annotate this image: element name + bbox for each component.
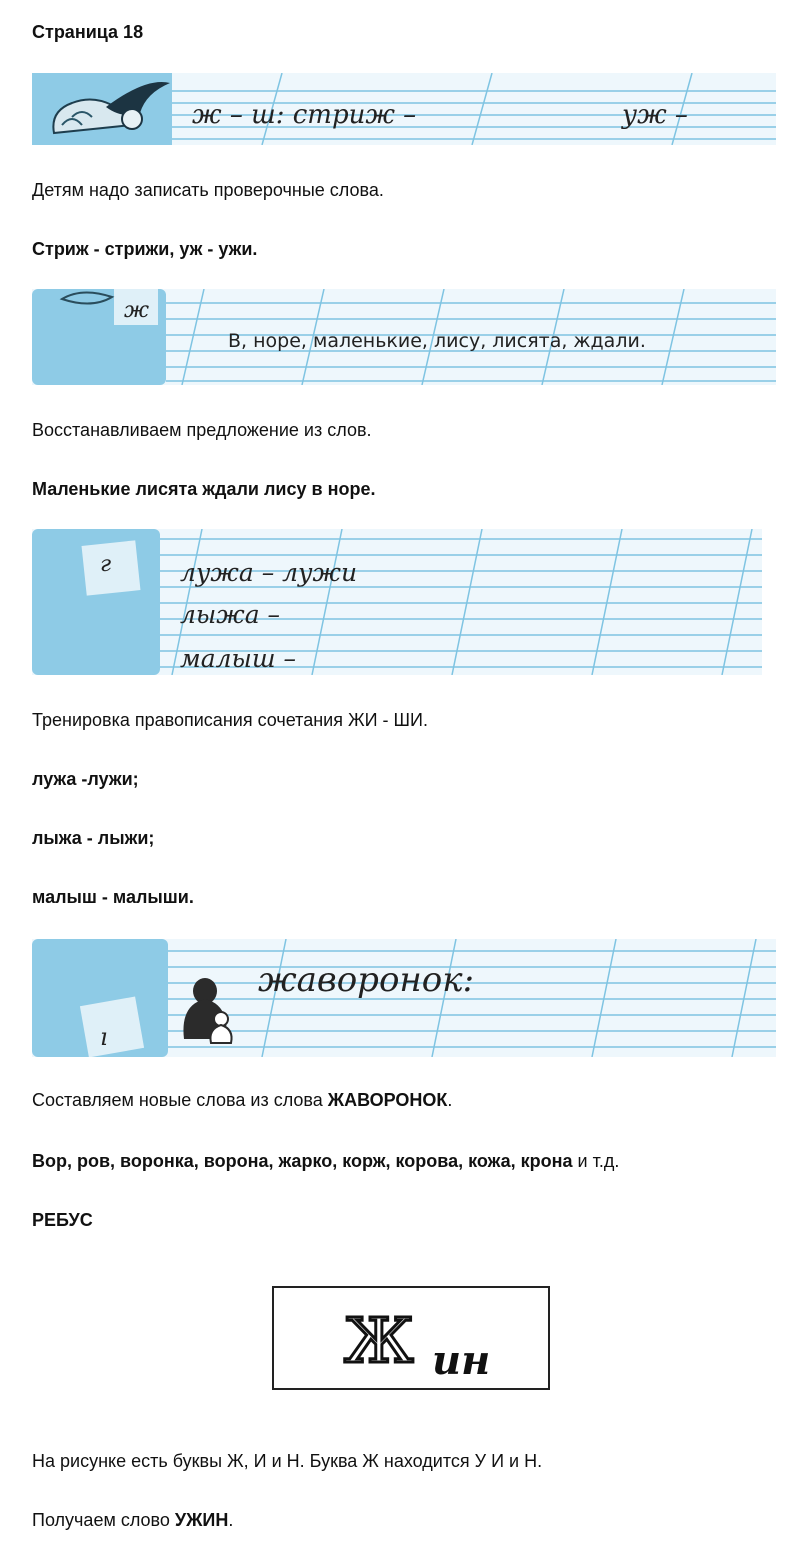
exercise-3-letter: г <box>100 552 112 577</box>
rebus-small-letters: ин <box>432 1337 491 1384</box>
exercise-1-caption: Детям надо записать проверочные слова. <box>32 180 384 200</box>
exercise-3-image-line-1: лужа – лужи <box>180 558 358 587</box>
exercise-4-answer-suffix: и т.д. <box>572 1151 620 1171</box>
exercise-2-caption: Восстанавливаем предложение из слов. <box>32 420 372 440</box>
exercise-2-image-text: В, норе, маленькие, лису, лисята, ждали. <box>228 330 646 352</box>
exercise-3-answer-3: малыш - малыши. <box>32 887 194 907</box>
exercise-2-answer: Маленькие лисята ждали лису в норе. <box>32 479 376 499</box>
exercise-4-letter: ı <box>100 1023 108 1051</box>
rebus-result-word: УЖИН <box>174 1510 229 1530</box>
rebus-result-suffix: . <box>228 1510 234 1530</box>
exercise-2-letter: ж <box>124 298 150 323</box>
exercise-3-image-line-2: лыжа – <box>180 600 281 629</box>
exercise-4-caption-word: ЖАВОРОНОК <box>327 1090 448 1110</box>
exercise-4-image-text: жаворонок: <box>258 960 475 1000</box>
exercise-1-image-text-2: уж – <box>622 100 688 130</box>
exercise-4-caption-suffix: . <box>447 1090 453 1110</box>
rebus-big-letter: Ж <box>344 1304 414 1377</box>
exercise-4-image <box>32 939 776 1057</box>
exercise-3-image-line-3: малыш – <box>180 644 297 673</box>
exercise-1-answer: Стриж - стрижи, уж - ужи. <box>32 239 258 259</box>
rebus-result-prefix: Получаем слово <box>32 1510 175 1530</box>
exercise-3-caption: Тренировка правописания сочетания ЖИ - ШИ. <box>32 710 428 730</box>
rebus-title: РЕБУС <box>32 1210 93 1230</box>
exercise-2-image <box>32 289 776 385</box>
rebus-caption: На рисунке есть буквы Ж, И и Н. Буква Ж находится У И и Н. <box>32 1451 543 1471</box>
exercise-4-answer <box>32 1149 619 1173</box>
exercise-4-caption-prefix: Составляем новые слова из слова <box>32 1090 328 1110</box>
exercise-1-image-text: ж – ш: стриж – <box>192 100 417 130</box>
page-title: Страница 18 <box>32 22 144 42</box>
exercise-4-caption <box>32 1088 452 1112</box>
rebus-image <box>272 1286 550 1390</box>
rebus-result <box>32 1508 233 1532</box>
exercise-1-image <box>32 73 776 145</box>
exercise-3-image <box>32 529 762 675</box>
exercise-3-answer-2: лыжа - лыжи; <box>32 828 155 848</box>
exercise-3-answer-1: лужа -лужи; <box>32 769 139 789</box>
exercise-4-answer-words: Вор, ров, воронка, ворона, жарко, корж, корова, кожа, крона <box>32 1151 573 1171</box>
